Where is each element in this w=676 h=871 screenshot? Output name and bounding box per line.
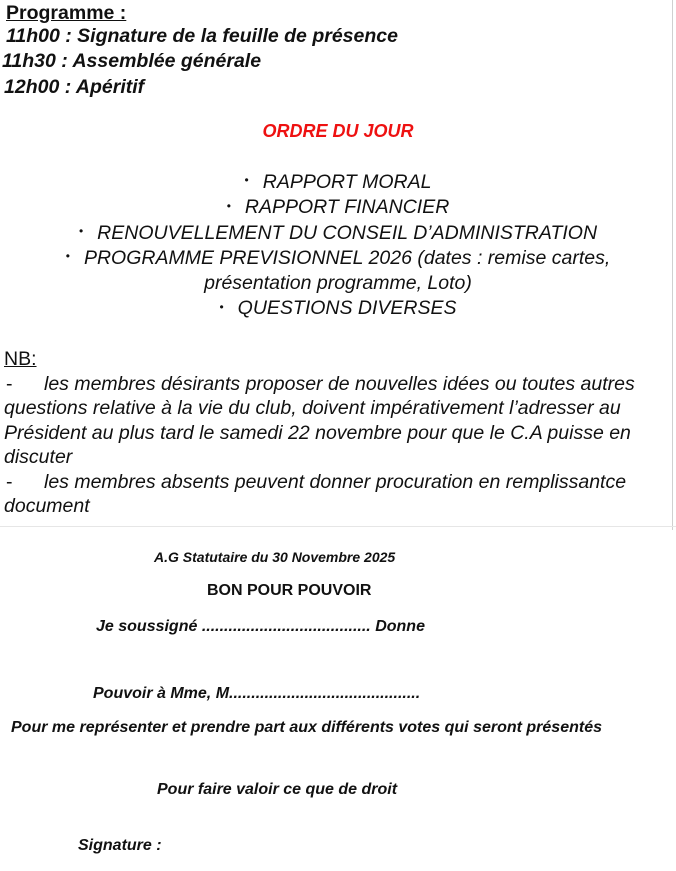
nb-item	[4, 470, 670, 519]
signature-label: Signature :	[78, 837, 162, 854]
list-item	[0, 170, 676, 195]
valoir-line: Pour faire valoir ce que de droit	[157, 781, 398, 798]
list-item	[0, 195, 676, 220]
bon-pour-pouvoir-title: BON POUR POUVOIR	[207, 582, 372, 599]
agenda-item-label: PROGRAMME PREVISIONNEL 2026 (dates : remise cartes,	[83, 247, 611, 270]
nb-label: NB:	[4, 348, 37, 370]
programme-line: 11h00 : Signature de la feuille de présence	[6, 25, 398, 47]
nb-section	[4, 347, 670, 519]
bullet-icon: •	[244, 173, 249, 188]
dash-marker: -	[6, 372, 13, 395]
representer-text: Pour me représenter et prendre part aux différents votes qui seront présentés	[11, 719, 602, 736]
bullet-icon: •	[65, 249, 70, 264]
pouvoir-a-line: Pouvoir à Mme, M...........................................	[93, 685, 421, 702]
ordre-du-jour-list	[0, 170, 676, 322]
list-item	[0, 221, 676, 246]
soussigne-line: Je soussigné ...................................... Donne	[96, 618, 425, 635]
nb-item-text: les membres absents peuvent donner procuration en remplissantce document	[4, 470, 627, 517]
agenda-item-continuation: présentation programme, Loto)	[204, 272, 472, 295]
dash-marker: -	[6, 470, 13, 493]
nb-item	[4, 372, 670, 470]
ordre-du-jour-title: ORDRE DU JOUR	[262, 121, 414, 141]
list-item	[0, 296, 676, 321]
list-item	[0, 246, 676, 296]
agenda-item-label: RAPPORT FINANCIER	[244, 196, 450, 219]
nb-item-text: les membres désirants proposer de nouvelles idées ou toutes autres questions relative à la vie du club, doivent impérativement l’adresser au Président au plus tard le samedi 22 novembre pour que le C.A puisse en discuter	[4, 372, 635, 468]
programme-line: 12h00 : Apéritif	[4, 76, 145, 98]
bullet-icon: •	[78, 224, 84, 239]
panel-divider	[0, 526, 676, 527]
programme-heading: Programme :	[6, 2, 127, 24]
agenda-item-label: RAPPORT MORAL	[262, 171, 432, 193]
agenda-item-label: RENOUVELLEMENT DU CONSEIL D’ADMINISTRATION	[97, 221, 598, 244]
ag-statutaire-line: A.G Statutaire du 30 Novembre 2025	[154, 549, 396, 565]
agenda-item-label: QUESTIONS DIVERSES	[237, 297, 457, 320]
programme-line: 11h30 : Assemblée générale	[2, 50, 262, 72]
bullet-icon: •	[219, 299, 224, 314]
bullet-icon: •	[226, 198, 231, 213]
panel-divider	[672, 0, 673, 530]
